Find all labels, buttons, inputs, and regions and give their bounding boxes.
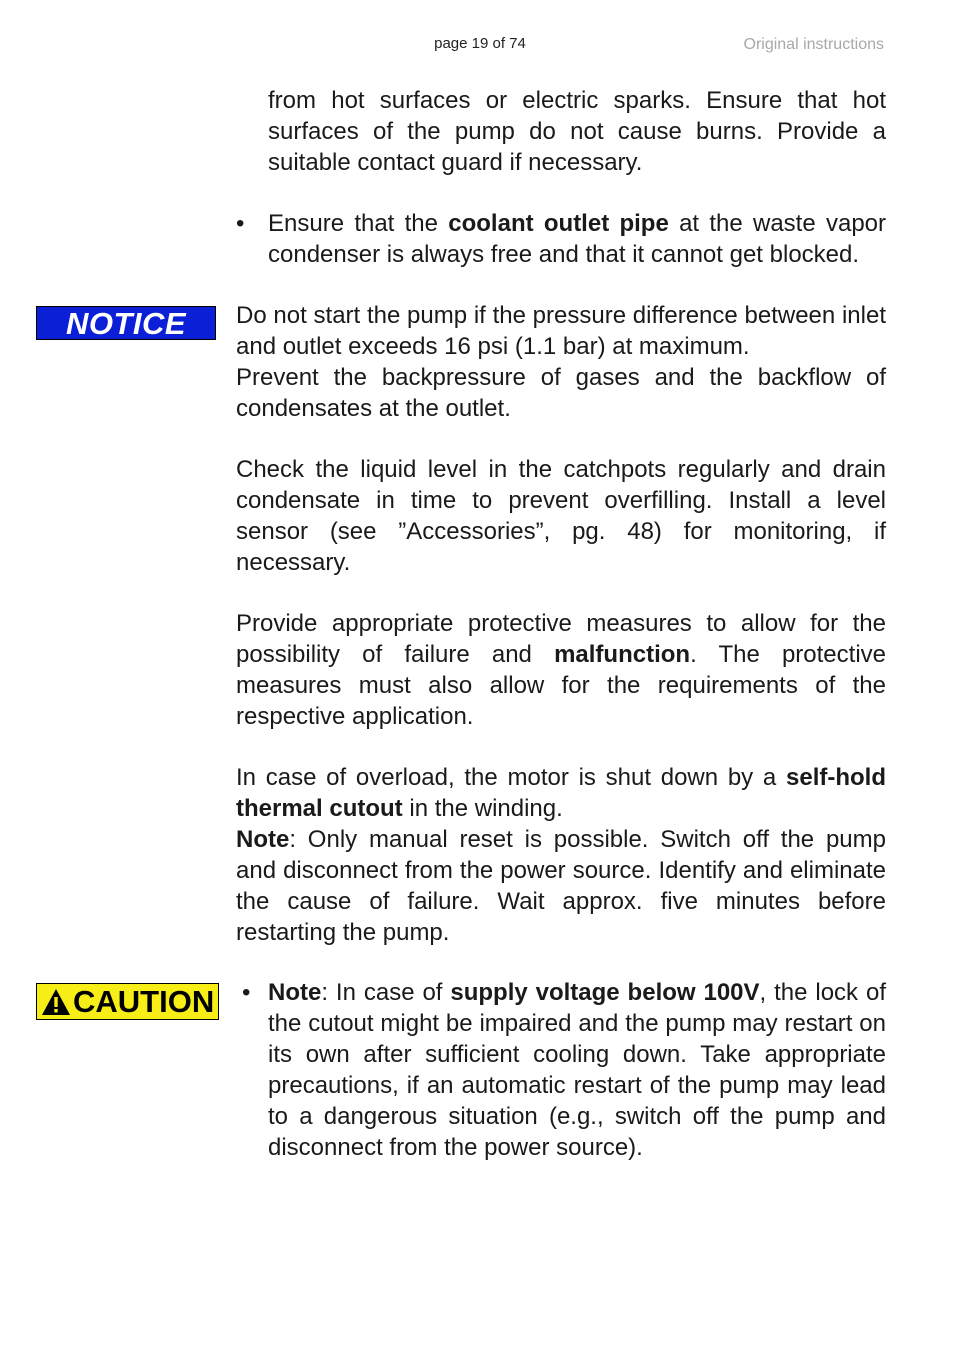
bullet-coolant-outlet: Ensure that the coolant outlet pipe at the waste vapor condenser is always free and that it cannot get blocked. xyxy=(268,210,887,268)
notice-paragraph-backpressure: Prevent the backpressure of gases and the backflow of condensates at the outlet. xyxy=(236,364,886,422)
bullet-marker: • xyxy=(242,979,251,1006)
notice-paragraph-pressure: Do not start the pump if the pressure difference between inlet and outlet exceeds 16 psi (1.1 bar) at maximum. xyxy=(236,302,886,360)
paragraph-liquid-level: Check the liquid level in the catchpots regularly and drain condensate in time to prevent overfilling. Install a level sensor (see ”Accessories”, pg. 48) for monitoring, if necessary. xyxy=(236,456,886,576)
document-type-label: Original instructions xyxy=(743,36,884,53)
bullet-marker: • xyxy=(236,210,245,237)
paragraph-note-reset: Note: Only manual reset is possible. Switch off the pump and disconnect from the power source. Identify and eliminate the cause of failure. Wait approx. five minutes before restarting the pump. xyxy=(236,826,886,946)
warning-triangle-icon xyxy=(41,988,71,1016)
paragraph-overload: In case of overload, the motor is shut down by a self-hold thermal cutout in the winding. xyxy=(236,764,886,822)
caution-label: CAUTION xyxy=(36,983,219,1020)
caution-bullet-supply-voltage: Note: In case of supply voltage below 100V, the lock of the cutout might be impaired and the pump may restart on its own after sufficient cooling down. Take appropriate precautions, if an automatic restart of the pump may lead to a dangerous situation (e.g., switch off the pump and disconnect from the power source). xyxy=(268,979,886,1161)
notice-label: NOTICE xyxy=(36,306,216,340)
page-number: page 19 of 74 xyxy=(434,35,526,52)
paragraph-hot-surfaces: from hot surfaces or electric sparks. Ensure that hot surfaces of the pump do not cause burns. Provide a suitable contact guard if necessary. xyxy=(268,87,886,176)
paragraph-protective-measures: Provide appropriate protective measures to allow for the possibility of failure and malfunction. The protective measures must also allow for the requirements of the respective application. xyxy=(236,610,886,730)
